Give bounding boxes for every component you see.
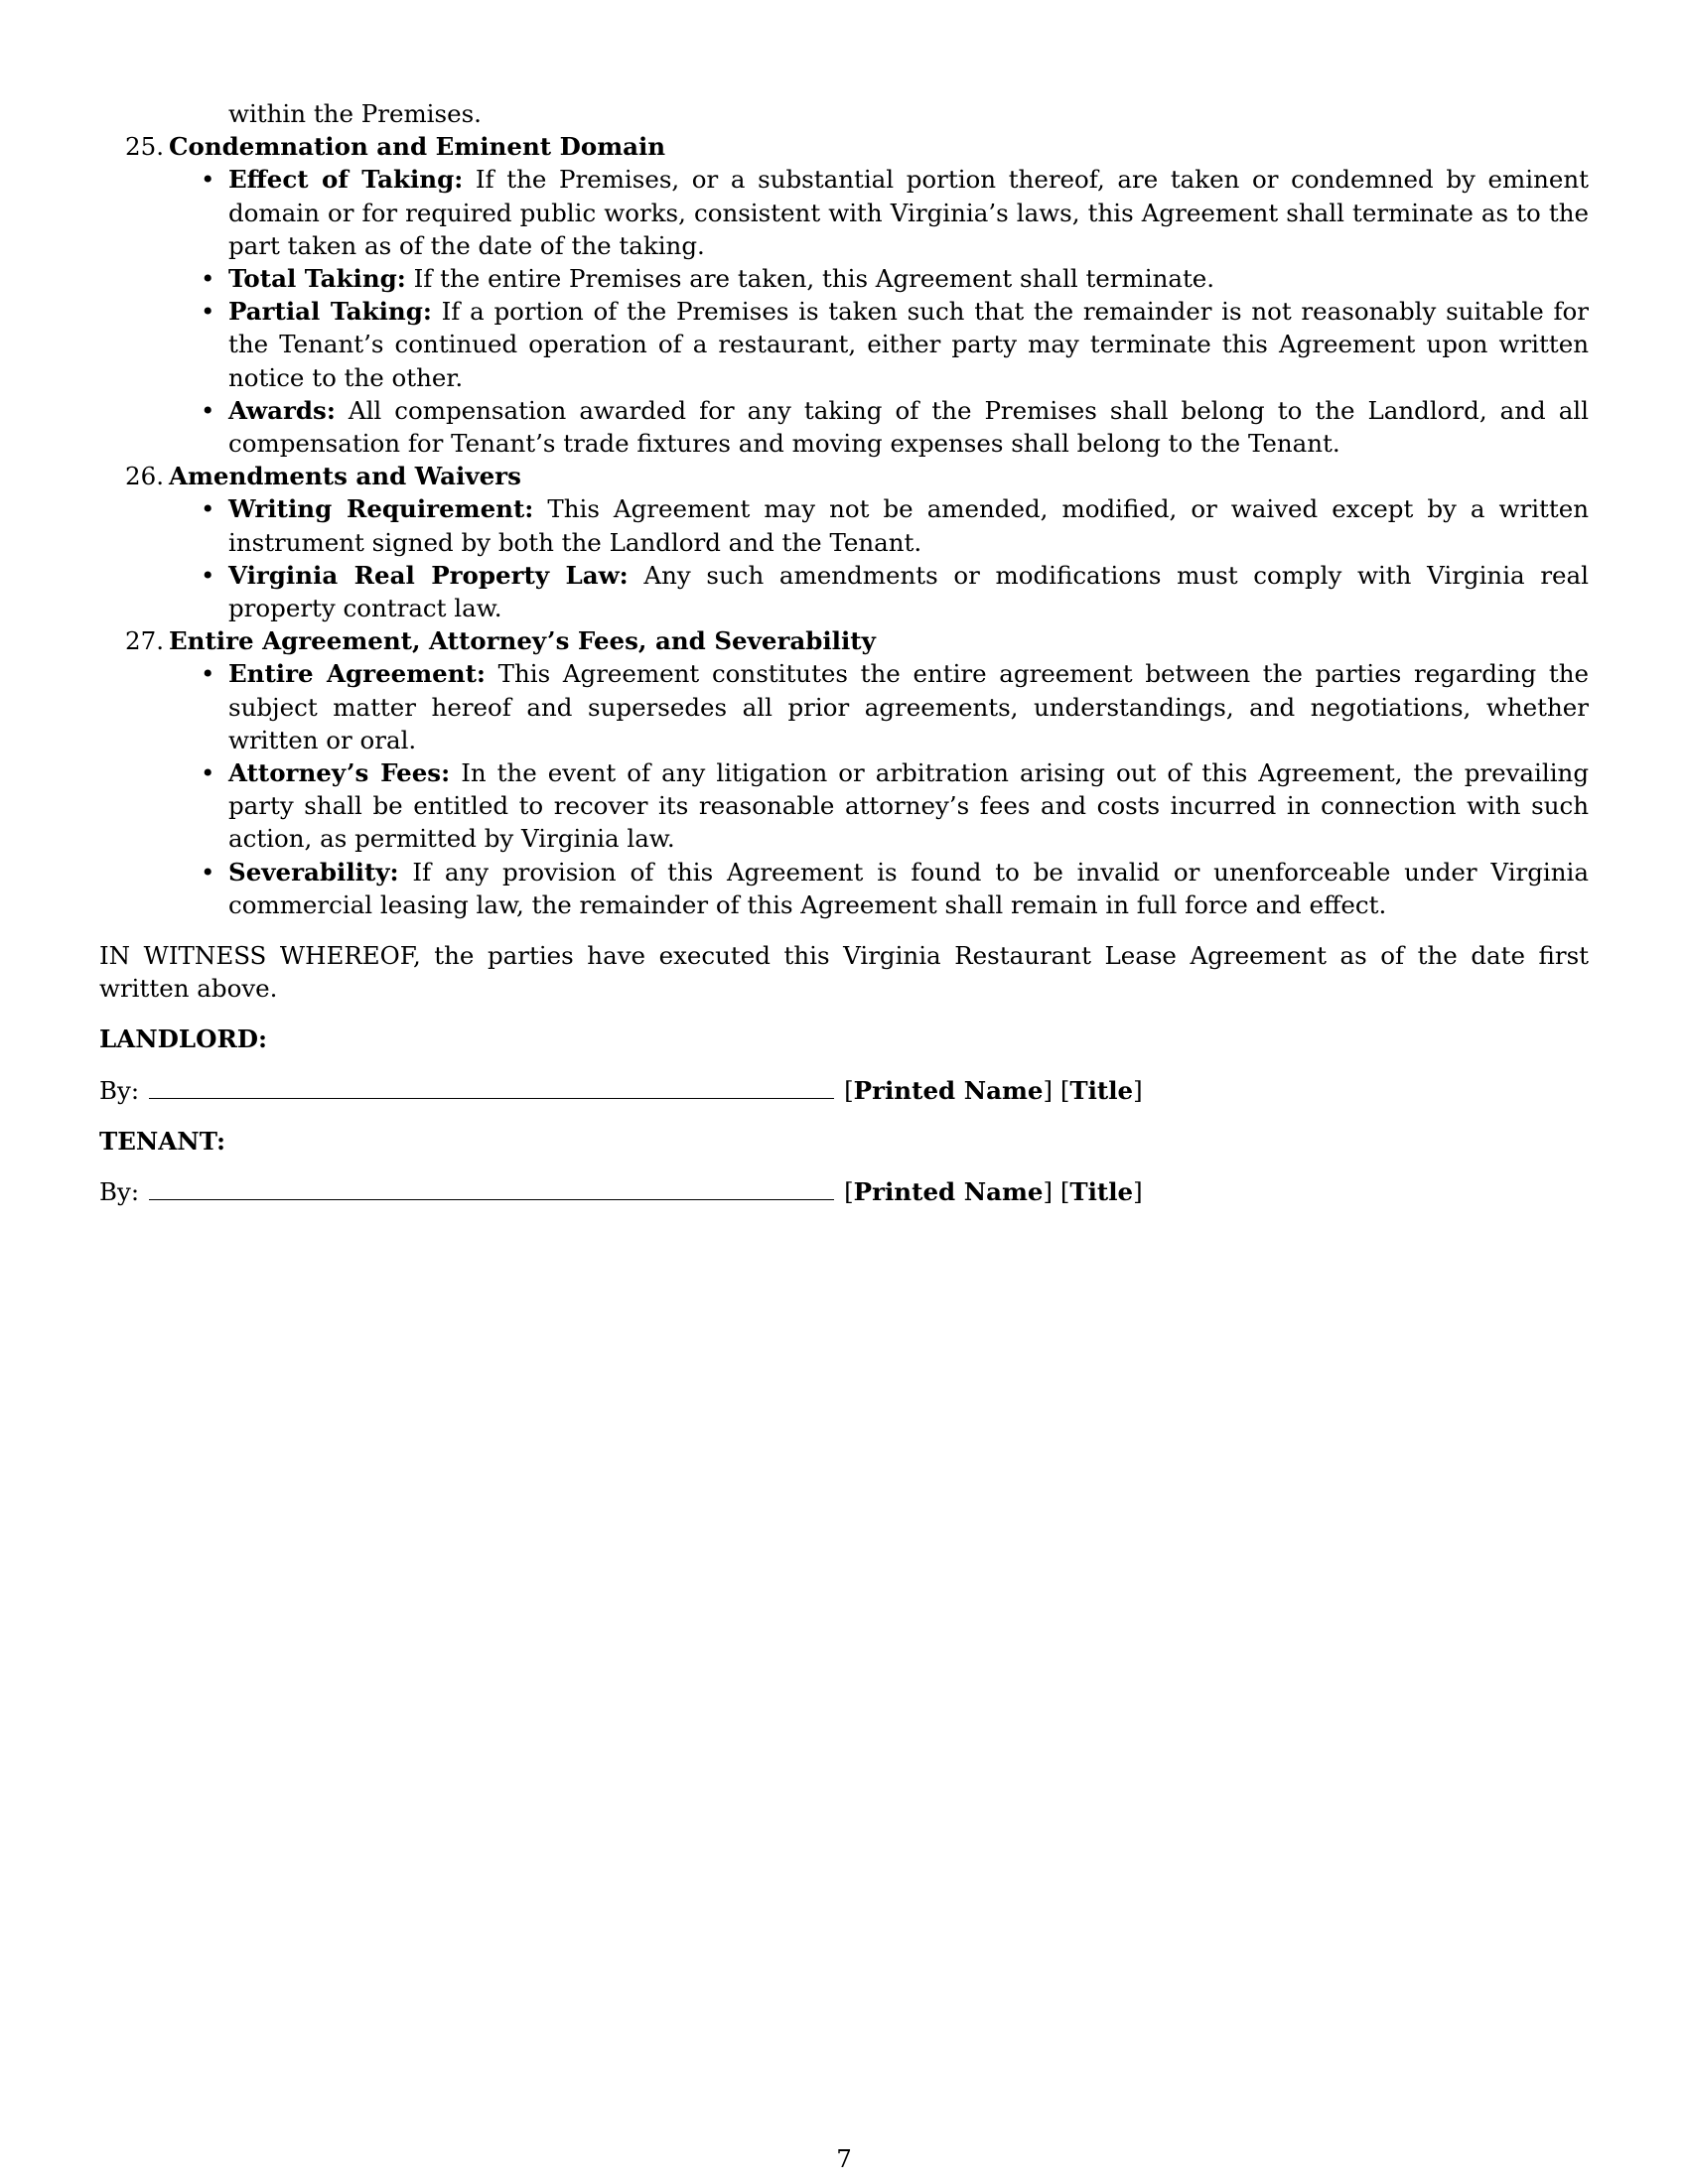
printed-name-placeholder: Printed Name — [853, 1177, 1044, 1207]
list-item — [228, 492, 1589, 558]
item-term: Total Taking: — [228, 264, 406, 294]
section-number: 25. — [125, 132, 164, 162]
list-item — [228, 657, 1589, 756]
section-title: Entire Agreement, Attorney’s Fees, and Severability — [169, 626, 876, 656]
section-27 — [125, 624, 1590, 921]
section-list — [169, 163, 1589, 460]
document-page — [99, 97, 1589, 1208]
by-label: By: — [99, 1075, 140, 1105]
list-item — [228, 559, 1589, 624]
bracket-close: ] — [1133, 1075, 1143, 1105]
landlord-heading: LANDLORD: — [99, 1024, 268, 1054]
signature-rule — [149, 1173, 834, 1200]
section-25 — [125, 130, 1589, 460]
title-placeholder: Title — [1069, 1177, 1134, 1207]
bracket-open: [ — [844, 1177, 854, 1207]
item-term: Severability: — [228, 857, 399, 887]
by-label: By: — [99, 1177, 140, 1207]
bracket-open: [ — [1059, 1177, 1070, 1207]
list-item — [228, 394, 1589, 460]
list-item — [228, 856, 1589, 921]
item-term: Entire Agreement: — [228, 659, 486, 689]
bracket-close: ] — [1043, 1177, 1054, 1207]
item-text: If a portion of the Premises is taken such that the remainder is not reasonably suitable for the Tenant’s continued operation of a restaurant, either party may terminate this Agreement upon written notice to the other. — [228, 297, 1589, 392]
item-text: Any such amendments or modifications must comply with Virginia real property contract law. — [228, 560, 1589, 623]
printed-name-placeholder: Printed Name — [853, 1075, 1044, 1105]
list-item — [228, 262, 1589, 295]
section-list — [169, 492, 1589, 624]
bracket-open: [ — [844, 1075, 854, 1105]
item-term: Writing Requirement: — [228, 494, 534, 524]
bracket-close: ] — [1043, 1075, 1054, 1105]
item-text: This Agreement constitutes the entire agreement between the parties regarding the subject matter hereof and supersedes all prior agreements, understandings, and negotiations, whether written or oral. — [228, 659, 1589, 754]
section-title: Amendments and Waivers — [169, 462, 521, 491]
section-title: Condemnation and Eminent Domain — [169, 132, 666, 162]
bracket-open: [ — [1059, 1075, 1070, 1105]
bracket-close: ] — [1133, 1177, 1143, 1207]
signature-rule — [149, 1072, 834, 1099]
list-item — [228, 295, 1589, 394]
tenant-heading: TENANT: — [99, 1126, 226, 1156]
tenant-signature-line — [99, 1173, 1589, 1208]
witness-clause: IN WITNESS WHEREOF, the parties have executed this Virginia Restaurant Lease Agreement as of the date first written above. — [99, 941, 1589, 1004]
item-term: Awards: — [228, 395, 336, 425]
list-item — [228, 163, 1589, 262]
landlord-signature-line — [99, 1072, 1589, 1107]
item-term: Effect of Taking: — [228, 165, 464, 195]
item-text: This Agreement may not be amended, modified, or waived except by a written instrument signed by both the Landlord and the Tenant. — [228, 494, 1590, 557]
item-term: Partial Taking: — [228, 297, 432, 327]
title-placeholder: Title — [1069, 1075, 1134, 1105]
item-text: In the event of any litigation or arbitration arising out of this Agreement, the prevailing party shall be entitled to recover its reasonable attorney’s fees and costs incurred in connection with such action, as permitted by Virginia law. — [228, 758, 1590, 854]
item-text: If any provision of this Agreement is found to be invalid or unenforceable under Virginia commercial leasing law, the remainder of this Agreement shall remain in full force and effect. — [228, 857, 1589, 919]
item-term: Virginia Real Property Law: — [228, 560, 629, 590]
list-item — [228, 756, 1589, 856]
item-term: Attorney’s Fees: — [228, 758, 451, 788]
section-26 — [125, 460, 1590, 624]
item-text: If the Premises, or a substantial portion thereof, are taken or condemned by eminent domain or for required public works, consistent with Virginia’s laws, this Agreement shall terminate as to the part taken as of the date of the taking. — [228, 165, 1589, 260]
page-number: 7 — [836, 2144, 852, 2173]
item-text: If the entire Premises are taken, this Agreement shall terminate. — [413, 264, 1215, 294]
section-number: 26. — [125, 462, 164, 491]
continued-text: within the Premises. — [228, 99, 482, 128]
section-list — [169, 657, 1589, 921]
section-number: 27. — [125, 626, 164, 656]
item-text: All compensation awarded for any taking of the Premises shall belong to the Landlord, and all compensation for Tenant’s trade fixtures and moving expenses shall belong to the Tenant. — [228, 395, 1589, 459]
